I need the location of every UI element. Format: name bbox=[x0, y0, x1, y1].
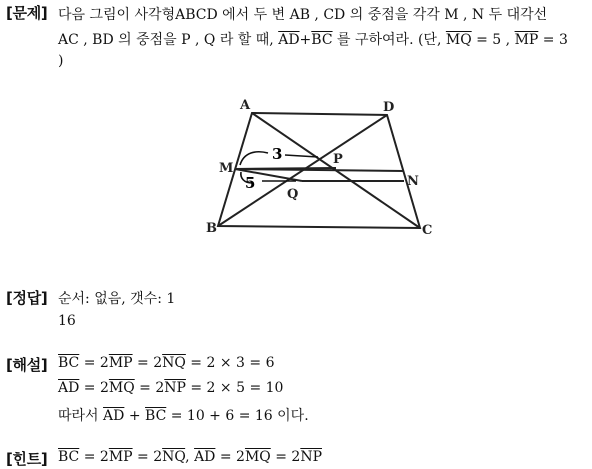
explanation-line-3: 따라서 $\overline{AD} + \overline{BC} = 10 + 6 = 16$ 이다. bbox=[58, 408, 309, 424]
label-q: Q bbox=[287, 187, 299, 202]
answer-tag: [정답] bbox=[6, 289, 48, 307]
label-c: C bbox=[422, 223, 433, 238]
hint-line: $\overline{BC} = 2\overline{MP} = 2\overline{NQ}$, $\overline{AD} = 2\overline{MQ} = 2\overline{NP}$ bbox=[58, 449, 322, 465]
mark-5: 5 bbox=[245, 174, 256, 192]
explanation-line-1: $\overline{BC} = 2\overline{MP} = 2\overline{NQ} = 2 \times 3 = 6$ bbox=[58, 355, 275, 371]
mark-3: 3 bbox=[272, 145, 283, 163]
answer-value: 16 bbox=[58, 313, 76, 329]
problem-line-2: AC , BD 의 중점을 P , Q 라 할 때, $\overline{AD}+\overline{BC}$ 를 구하여라. (단, $\overline{MQ} = 5$ , $\overline{MP} = 3$ bbox=[58, 32, 568, 48]
label-b: B bbox=[206, 221, 217, 236]
label-p: P bbox=[333, 152, 343, 167]
label-n: N bbox=[407, 174, 419, 189]
problem-line-1: 다음 그림이 사각형ABCD 에서 두 변 AB , CD 의 중점을 각각 M , N 두 대각선 bbox=[58, 7, 548, 23]
segment-mp: $\overline{MP}$ bbox=[514, 32, 539, 48]
answer-line-1: 순서: 없음, 갯수: 1 bbox=[58, 291, 176, 307]
explanation-line-2: $\overline{AD} = 2\overline{MQ} = 2\overline{NP} = 2 \times 5 = 10$ bbox=[58, 380, 284, 396]
explanation-tag: [해설] bbox=[6, 356, 48, 374]
segment-mp-line bbox=[235, 168, 336, 169]
segment-bc: $\overline{BC}$ bbox=[311, 32, 333, 48]
trapezoid-figure bbox=[200, 95, 450, 245]
segment-ad: $\overline{AD}$ bbox=[278, 32, 300, 48]
label-d: D bbox=[383, 100, 395, 115]
problem-tag: [문제] bbox=[6, 4, 48, 22]
label-a: A bbox=[240, 98, 251, 113]
hint-tag: [힌트] bbox=[6, 450, 48, 468]
label-m: M bbox=[219, 161, 234, 176]
segment-mq: $\overline{MQ}$ bbox=[445, 32, 472, 48]
problem-line-3: ) bbox=[58, 53, 64, 69]
